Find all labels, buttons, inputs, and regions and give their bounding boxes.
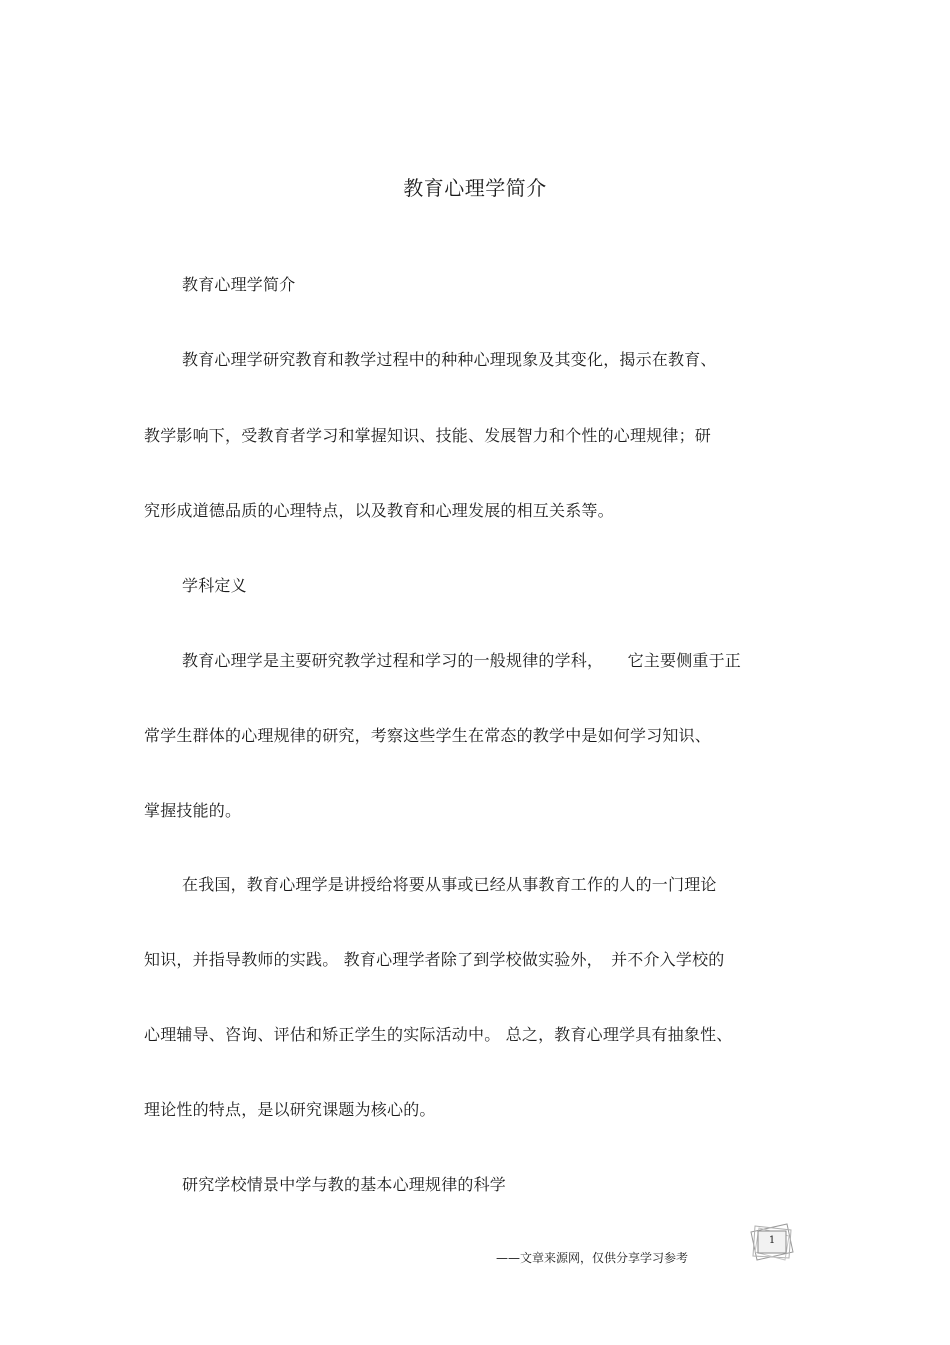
- paragraph-line: 究形成道德品质的心理特点，以及教育和心理发展的相互关系等。: [144, 501, 614, 520]
- footer-source-text: ——文章来源网，仅供分享学习参考: [496, 1251, 689, 1265]
- paragraph-line: 心理辅导、咨询、评估和矫正学生的实际活动中。 总之，教育心理学具有抽象性、: [144, 1025, 733, 1044]
- paragraph-line: 掌握技能的。: [144, 801, 242, 820]
- section-heading-definition: 学科定义: [182, 576, 247, 595]
- paragraph-line: 理论性的特点，是以研究课题为核心的。: [144, 1100, 436, 1119]
- paragraph-line: 知识，并指导教师的实践。 教育心理学者除了到学校做实验外， 并不介入学校的: [144, 950, 725, 969]
- section-heading-intro: 教育心理学简介: [182, 275, 296, 294]
- paragraph-line: 教学影响下，受教育者学习和掌握知识、技能、发展智力和个性的心理规律；研: [144, 426, 712, 445]
- paragraph-line: 教育心理学是主要研究教学过程和学习的一般规律的学科， 它主要侧重于正: [182, 651, 742, 670]
- page-number: 1: [768, 1235, 776, 1246]
- paragraph-line: 常学生群体的心理规律的研究，考察这些学生在常态的教学中是如何学习知识、: [144, 726, 712, 745]
- section-heading-science: 研究学校情景中学与教的基本心理规律的科学: [182, 1175, 507, 1194]
- page-title: 教育心理学简介: [403, 176, 547, 200]
- paragraph-line: 教育心理学研究教育和教学过程中的种种心理现象及其变化，揭示在教育、: [182, 350, 717, 369]
- paragraph-line: 在我国，教育心理学是讲授给将要从事或已经从事教育工作的人的一门理论: [182, 875, 717, 894]
